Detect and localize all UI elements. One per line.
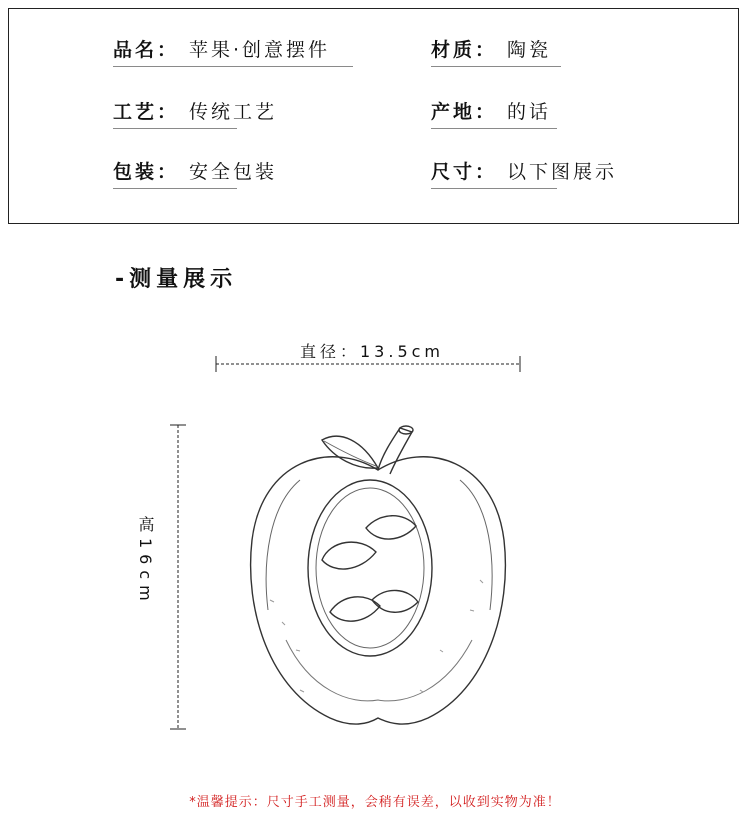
spec-origin-value: 的话	[507, 101, 552, 123]
height-dimension-label: 高16cm	[136, 516, 155, 607]
spec-size-label: 尺寸：	[431, 161, 498, 183]
spec-origin-label: 产地：	[431, 101, 498, 123]
spec-material-value: 陶瓷	[507, 39, 552, 61]
width-dimension-line	[216, 356, 520, 372]
width-dimension-label: 直径：13.5cm	[300, 342, 445, 361]
spec-material-label: 材质：	[431, 39, 498, 61]
height-dimension-line	[170, 425, 186, 729]
spec-craft-value: 传统工艺	[189, 101, 278, 123]
spec-packaging-label: 包装：	[113, 161, 180, 183]
spec-name-label: 品名：	[113, 39, 180, 61]
spec-name-value: 苹果·创意摆件	[189, 39, 331, 61]
apple-ornament-image	[251, 426, 506, 724]
measurement-notice: *温馨提示：尺寸手工测量，会稍有误差，以收到实物为准！	[189, 795, 561, 810]
section-title: -测量展示	[115, 267, 238, 292]
spec-packaging-value: 安全包装	[189, 161, 278, 183]
spec-craft-label: 工艺：	[113, 101, 180, 123]
spec-size-value: 以下图展示	[507, 161, 618, 183]
